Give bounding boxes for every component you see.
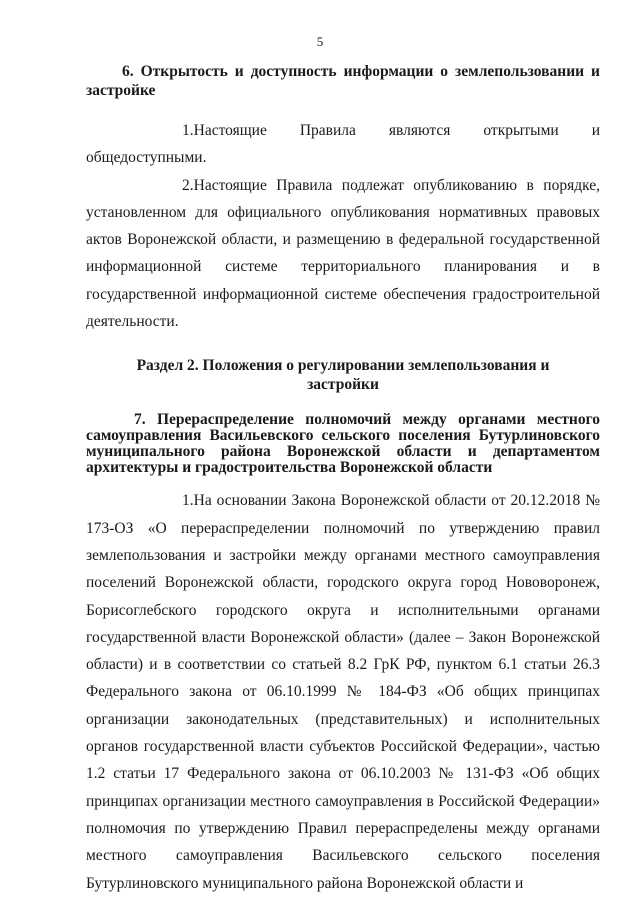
section-6-heading: 6. Открытость и доступность информации о землепользовании и застройке bbox=[86, 63, 600, 99]
section-6-item-2 bbox=[86, 172, 600, 336]
item-number: 2. bbox=[182, 176, 194, 194]
section-6-item-1 bbox=[86, 117, 600, 172]
item-number: 1. bbox=[182, 122, 194, 139]
page-content bbox=[86, 62, 600, 897]
page-number: 5 bbox=[316, 34, 324, 49]
item-text: Настоящие Правила являются открытыми и общедоступными. bbox=[86, 122, 600, 167]
part-2-title: Раздел 2. Положения о регулировании землепользования и застройки bbox=[136, 357, 550, 394]
item-text: Настоящие Правила подлежат опубликованию в порядке, установленном для официального опубликования нормативных правовых актов Воронежской области, и размещению в федеральной государственной информационной системе территориального планирования и в государственной информационной системе обеспечения градостроительной деятельности. bbox=[86, 176, 600, 331]
section-7-item-1 bbox=[86, 487, 600, 896]
item-text: На основании Закона Воронежской области от 20.12.2018 № 173-ОЗ «О перераспределении полномочий по утверждению правил землепользования и застройки между органами местного самоуправления поселений Воронежской области, городского округа город Нововоронеж, Борисоглебского городского округа и исполнительными органами государственной власти Воронежской области» (далее – Закон Воронежской области) и в соответствии со статьей 8.2 ГрК РФ, пунктом 6.1 статьи 26.3 Федерального закона от 06.10.1999 № 184-ФЗ «Об общих принципах организации законодательных (представительных) и исполнительных органов государственной власти субъектов Российской Федерации», частью 1.2 статьи 17 Федерального закона от 06.10.2003 № 131-ФЗ «Об общих принципах организации местного самоуправления в Российской Федерации» полномочия по утверждению Правил перераспределены между органами местного самоуправления Васильевского сельского поселения Бутурлиновского муниципального района Воронежской области и bbox=[86, 492, 600, 892]
item-number: 1. bbox=[182, 492, 194, 510]
section-7-heading: 7. Перераспределение полномочий между органами местного самоуправления Васильевского сельского поселения Бутурлиновского муниципального района Воронежской области и департаментом архитектуры и градостроительства Воронежской области bbox=[86, 411, 600, 477]
